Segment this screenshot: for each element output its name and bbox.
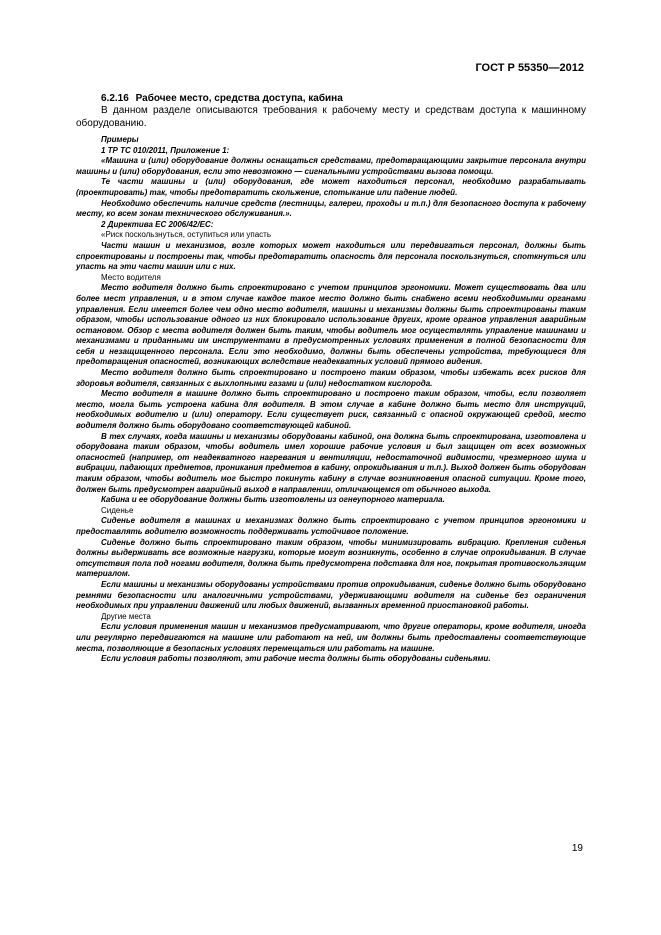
example-1-label: 1 ТР ТС 010/2011, Приложение 1: [101,145,230,155]
driver-paragraph: Место водителя должно быть спроектировано с учетом принципов эргономики. Может существовать два или более мест управления, и в этом случае каждое такое место должно быть снабжено всеми необходимыми органами управления. Если имеется более чем одно место водителя, машины и механизмы должны быть спроектированы таким образом, чтобы использование одного из них блокировало использование других, кроме органов управления аварийным остановом. Обзор с места водителя должен быть таким, чтобы водитель мог осуществлять управление машинами и механизмами и приданными им инструментами в предусмотренных условиях применения в полной безопасности для себя и незащищенного персонала. Если это необходимо, должны быть обеспечены устройства, требующиеся для предотвращения опасностей, возникающих вследствие неадекватных условий прямого видения. [76,283,586,367]
page-number: 19 [571,843,583,854]
section-title: Рабочее место, средства доступа, кабина [135,93,343,104]
driver-paragraph: В тех случаях, когда машины и механизмы оборудованы кабиной, она должна быть спроектирована, изготовлена и оборудована таким образом, чтобы водитель имел хорошие рабочие условия и был защищен от всех возможных опасностей (например, от неадекватного нагревания и вентиляции, недостаточной видимости, чрезмерного шума и вибрации, падающих предметов, проникания предметов в кабину, опрокидывания и т.п.). Выход должен быть оборудован таким образом, чтобы водитель мог быстро покинуть кабину в случае возникновения опасной ситуации. Кроме того, должен быть предусмотрен аварийный выход в направлении, отличающемся от обычного выхода. [76,431,586,494]
subheading-seat: Сиденье [101,505,134,515]
page-content [76,92,586,665]
section-intro: В данном разделе описываются требования к рабочему месту и средствам доступа к машинному оборудованию. [76,105,586,129]
seat-paragraph: Если машины и механизмы оборудованы устройствами против опрокидывания, сиденье должно быть оборудовано ремнями безопасности или аналогичными устройствами, удерживающими водителя на сиденье без ограничения необходимых при управлении движений или любых движений, вызванных временной приостановкой работы. [76,579,586,611]
example-2-label: 2 Директива ЕС 2006/42/EC: [101,219,214,229]
example-1-paragraph: Необходимо обеспечить наличие средств (лестницы, галереи, проходы и т.п.) для безопасного доступа к рабочему месту, ко всем зонам технического обслуживания.». [76,198,586,219]
example-2-paragraph: Части машин и механизмов, возле которых может находиться или передвигаться персонал, должны быть спроектированы и построены так, чтобы предотвратить опасность для персонала поскользнуться, споткнуться или упасть на эти части машин или с них. [76,240,586,272]
example-1-paragraph: «Машина и (или) оборудование должны оснащаться средствами, предотвращающими закрытие персонала внутри машины и (или) оборудования, если это невозможно — сигнальными устройствами вызова помощи. [76,156,586,176]
examples-heading: Примеры [101,135,139,144]
driver-paragraph: Место водителя в машине должно быть спроектировано и построено таким образом, чтобы, если позволяет место, могла быть устроена кабина для водителя. В этом случае в кабине должно быть место для инструкций, необходимых водителю и (или) оператору. Если существует риск, связанный с опасной окружающей средой, место водителя должно быть оборудовано соответствующей кабиной. [76,389,586,431]
document-header: ГОСТ Р 55350—2012 [475,62,584,74]
driver-paragraph: Кабина и ее оборудование должны быть изготовлены из огнеупорного материала. [101,495,445,505]
section-number: 6.2.16 [101,93,129,104]
seat-paragraph: Сиденье водителя в машинах и механизмах должно быть спроектировано с учетом принципов эргономики и предоставлять водителю возможность поддерживать устойчивое положение. [76,516,586,536]
section-heading [76,92,586,105]
other-places-paragraph: Если условия применения машин и механизмов предусматривают, что другие операторы, кроме водителя, иногда или регулярно передвигаются на машине или работают на ней, им должны быть предоставлены соответствующие места, позволяющие в безопасных условиях перемещаться или работать на машине. [76,622,586,653]
subheading-other-places: Другие места [101,611,151,621]
seat-paragraph: Сиденье должно быть спроектировано таким образом, чтобы минимизировать вибрацию. Крепления сиденья должны выдерживать все возможные нагрузки, которые могут возникнуть, особенно в случае опрокидывания. В случае отсутствия пола под ногами водителя, должна быть предусмотрена подставка для ног, покрытая противоскользящим материалом. [76,537,586,579]
subheading-driver-place: Место водителя [101,272,161,282]
other-places-paragraph: Если условия работы позволяют, эти рабочие места должны быть оборудованы сиденьями. [101,654,491,664]
example-2-quote-title: «Риск поскользнуться, оступиться или упасть [101,230,271,240]
driver-paragraph: Место водителя должно быть спроектировано и построено таким образом, чтобы избежать всех рисков для здоровья водителя, связанных с выхлопными газами и (или) недостатком кислорода. [76,368,586,388]
example-1-paragraph: Те части машины и (или) оборудования, где может находиться персонал, необходимо разрабатывать (проектировать) так, чтобы предотвратить скольжение, спотыкание или падение людей. [76,177,586,197]
